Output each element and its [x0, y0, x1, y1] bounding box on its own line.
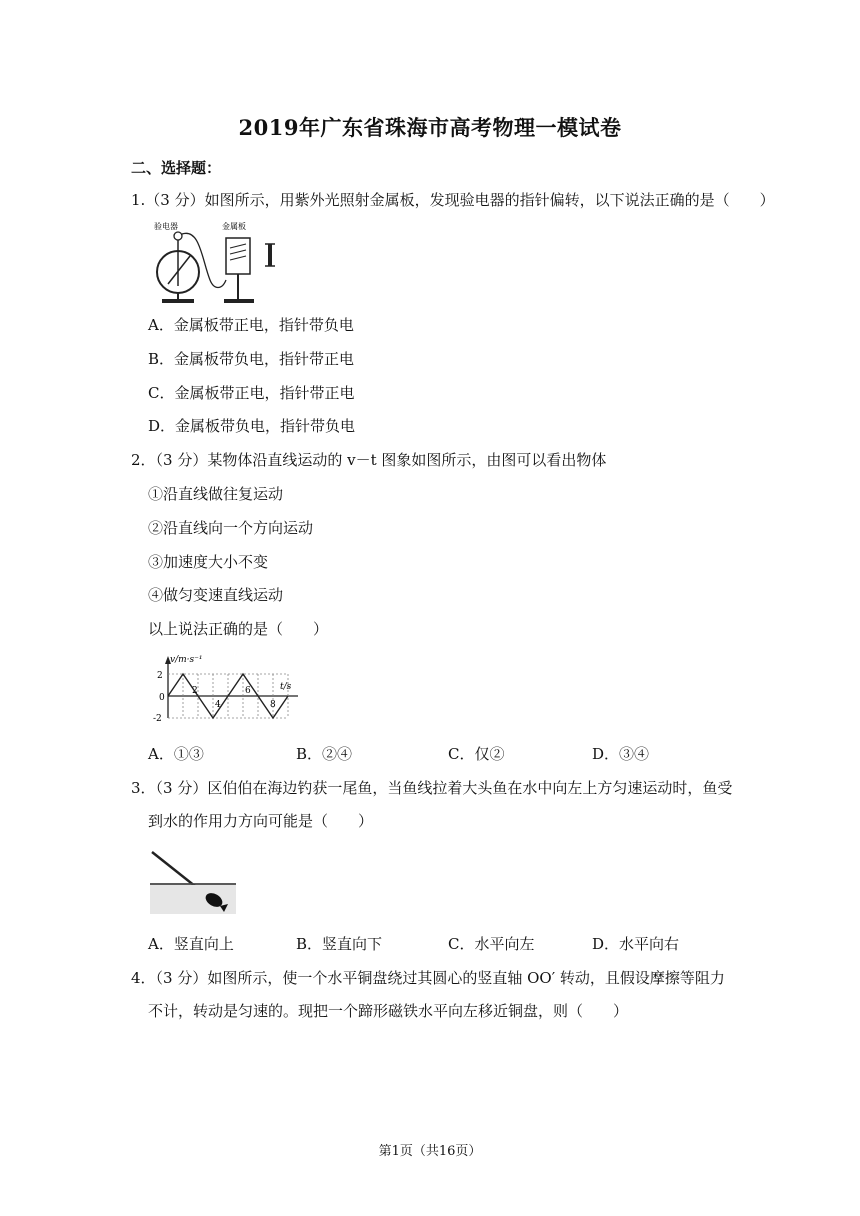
q2-item-1: ①沿直线做往复运动 [148, 485, 284, 503]
q1-option-b: B．金属板带负电，指针带正电 [148, 350, 355, 368]
graph-tick-t-6: 6 [245, 686, 251, 696]
page-footer: 第1页（共16页） [378, 1144, 482, 1159]
q4-stem-line1: 4．（3 分）如图所示，使一个水平铜盘绕过其圆心的竖直轴 OO′ 转动，且假设摩擦等阻力 [131, 969, 725, 987]
q1-stem: 1.（3 分）如图所示，用紫外光照射金属板，发现验电器的指针偏转，以下说法正确的是（ ） [131, 191, 775, 209]
q1-option-d: D．金属板带负电，指针带负电 [148, 417, 356, 435]
graph-tick-t-2: 2 [192, 686, 198, 696]
q1-option-c: C．金属板带正电，指针带正电 [148, 384, 355, 402]
vt-graph-figure [148, 652, 308, 724]
graph-tick-y-2: 2 [157, 671, 163, 681]
section-heading: 二、选择题： [131, 159, 222, 177]
q2-stem: 2．（3 分）某物体沿直线运动的 v－t 图象如图所示，由图可以看出物体 [131, 451, 607, 469]
q3-stem-line2: 到水的作用力方向可能是（ ） [148, 812, 374, 830]
q2-item-3: ③加速度大小不变 [148, 553, 269, 571]
q2-item-4: ④做匀变速直线运动 [148, 586, 284, 604]
electroscope-figure [150, 220, 290, 306]
q2-option-d: D．③④ [592, 745, 650, 763]
graph-tick-t-4: 4 [215, 700, 221, 710]
fishing-figure [150, 846, 236, 914]
q3-option-d: D．水平向右 [592, 935, 680, 953]
q1-option-a: A．金属板带正电，指针带负电 [148, 316, 354, 334]
q2-option-b: B．②④ [296, 745, 353, 763]
q2-options [148, 744, 708, 764]
q3-option-c: C．水平向左 [448, 935, 535, 953]
q2-option-a: A．①③ [148, 745, 204, 763]
graph-tick-y-neg2: -2 [153, 714, 162, 724]
fig-label-electroscope: 验电器 [154, 222, 178, 231]
graph-tick-y-0: 0 [159, 693, 165, 703]
graph-xlabel: t/s [280, 682, 292, 692]
q4-stem-line2: 不计，转动是匀速的。现把一个蹄形磁铁水平向左移近铜盘，则（ ） [148, 1002, 629, 1020]
q3-stem-line1: 3．（3 分）区伯伯在海边钓获一尾鱼，当鱼线拉着大头鱼在水中向左上方匀速运动时，鱼受 [131, 779, 733, 797]
q3-option-b: B．竖直向下 [296, 935, 383, 953]
q2-question: 以上说法正确的是（ ） [148, 620, 329, 638]
q3-option-a: A．竖直向上 [148, 935, 234, 953]
q3-options [148, 934, 708, 954]
page-title: 2019年广东省珠海市高考物理一模试卷 [238, 115, 622, 140]
graph-tick-t-8: 8 [270, 700, 276, 710]
q2-option-c: C．仅② [448, 745, 505, 763]
graph-ylabel: v/m·s⁻¹ [170, 655, 203, 665]
q2-item-2: ②沿直线向一个方向运动 [148, 519, 314, 537]
fig-label-plate: 金属板 [222, 222, 246, 231]
